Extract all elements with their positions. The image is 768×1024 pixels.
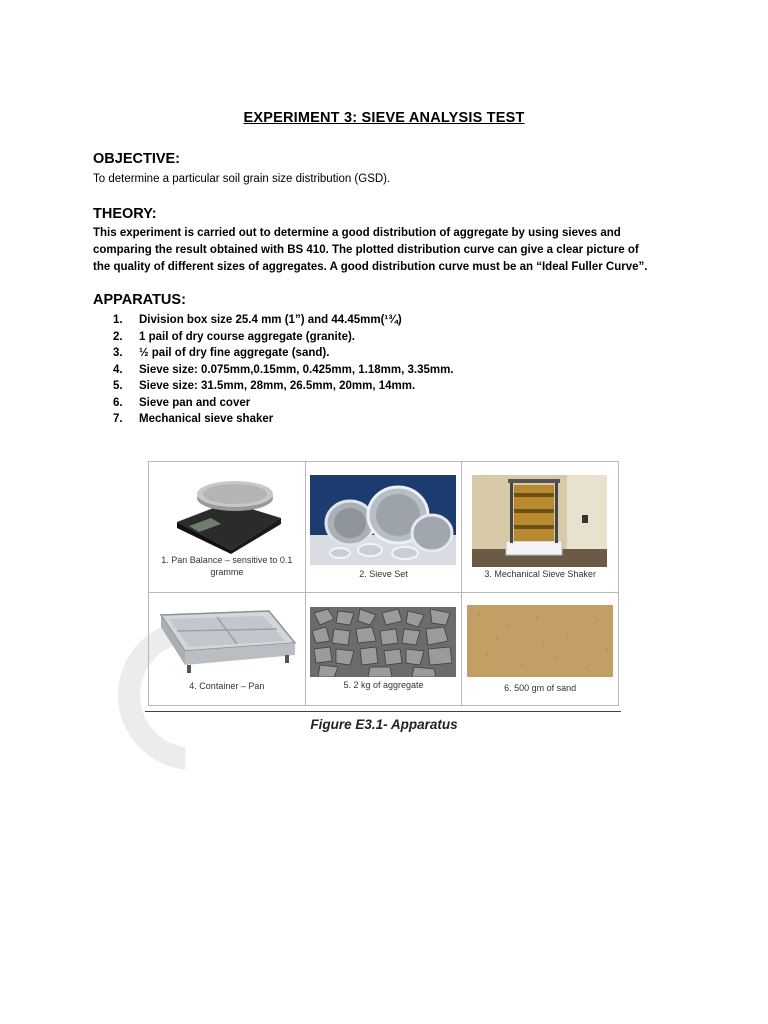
figure-cell-sieve-shaker xyxy=(462,462,619,593)
list-item: 7. Mechanical sieve shaker xyxy=(113,413,274,425)
theory-heading: THEORY: xyxy=(93,206,157,222)
figure-cell-sieve-set xyxy=(305,462,462,593)
page-title: EXPERIMENT 3: SIEVE ANALYSIS TEST xyxy=(243,110,525,126)
pan-balance-image xyxy=(169,474,284,554)
apparatus-figure-table xyxy=(148,461,619,706)
theory-line: the quality of different sizes of aggregates. A good distribution curve must be an “Ideal Fuller Curve”. xyxy=(93,261,648,273)
theory-line: comparing the result obtained with BS 410. The plotted distribution curve can give a clear picture of xyxy=(93,244,639,256)
apparatus-heading: APPARATUS: xyxy=(93,292,186,308)
caption-sand: 6. 500 gm of sand xyxy=(504,683,577,693)
figure-cell-sand xyxy=(462,593,619,706)
caption-sieve-shaker: 3. Mechanical Sieve Shaker xyxy=(484,569,596,579)
figure-cell-container-pan xyxy=(149,593,306,706)
container-pan-image xyxy=(157,607,297,677)
list-item: 1. Division box size 25.4 mm (1”) and 44.45mm(¹¾) xyxy=(113,314,402,326)
caption-sieve-set: 2. Sieve Set xyxy=(359,569,408,579)
figure-cell-aggregate xyxy=(305,593,462,706)
figure-divider xyxy=(145,711,621,712)
objective-text: To determine a particular soil grain size distribution (GSD). xyxy=(93,173,391,185)
theory-line: This experiment is carried out to determine a good distribution of aggregate by using sieves and xyxy=(93,227,621,239)
list-item: 5. Sieve size: 31.5mm, 28mm, 26.5mm, 20mm, 14mm. xyxy=(113,380,416,392)
list-item: 3. ½ pail of dry fine aggregate (sand). xyxy=(113,347,330,359)
sieve-shaker-image xyxy=(472,475,607,567)
caption-pan-balance: 1. Pan Balance – sensitive to 0.1 gramme xyxy=(161,555,293,577)
figure-caption: Figure E3.1- Apparatus xyxy=(310,717,458,732)
list-item: 4. Sieve size: 0.075mm,0.15mm, 0.425mm, 1.18mm, 3.35mm. xyxy=(113,363,454,376)
list-item: 2. 1 pail of dry course aggregate (granite). xyxy=(113,330,355,343)
figure-cell-pan-balance xyxy=(149,462,306,593)
caption-container-pan: 4. Container – Pan xyxy=(189,681,265,691)
apparatus-list xyxy=(93,312,454,428)
list-item: 6. Sieve pan and cover xyxy=(113,396,251,409)
objective-heading: OBJECTIVE: xyxy=(93,151,181,167)
caption-aggregate: 5. 2 kg of aggregate xyxy=(343,680,424,690)
sieve-set-image xyxy=(310,475,456,565)
sand-image xyxy=(467,605,613,677)
aggregate-image xyxy=(310,607,456,677)
theory-text xyxy=(93,225,683,276)
